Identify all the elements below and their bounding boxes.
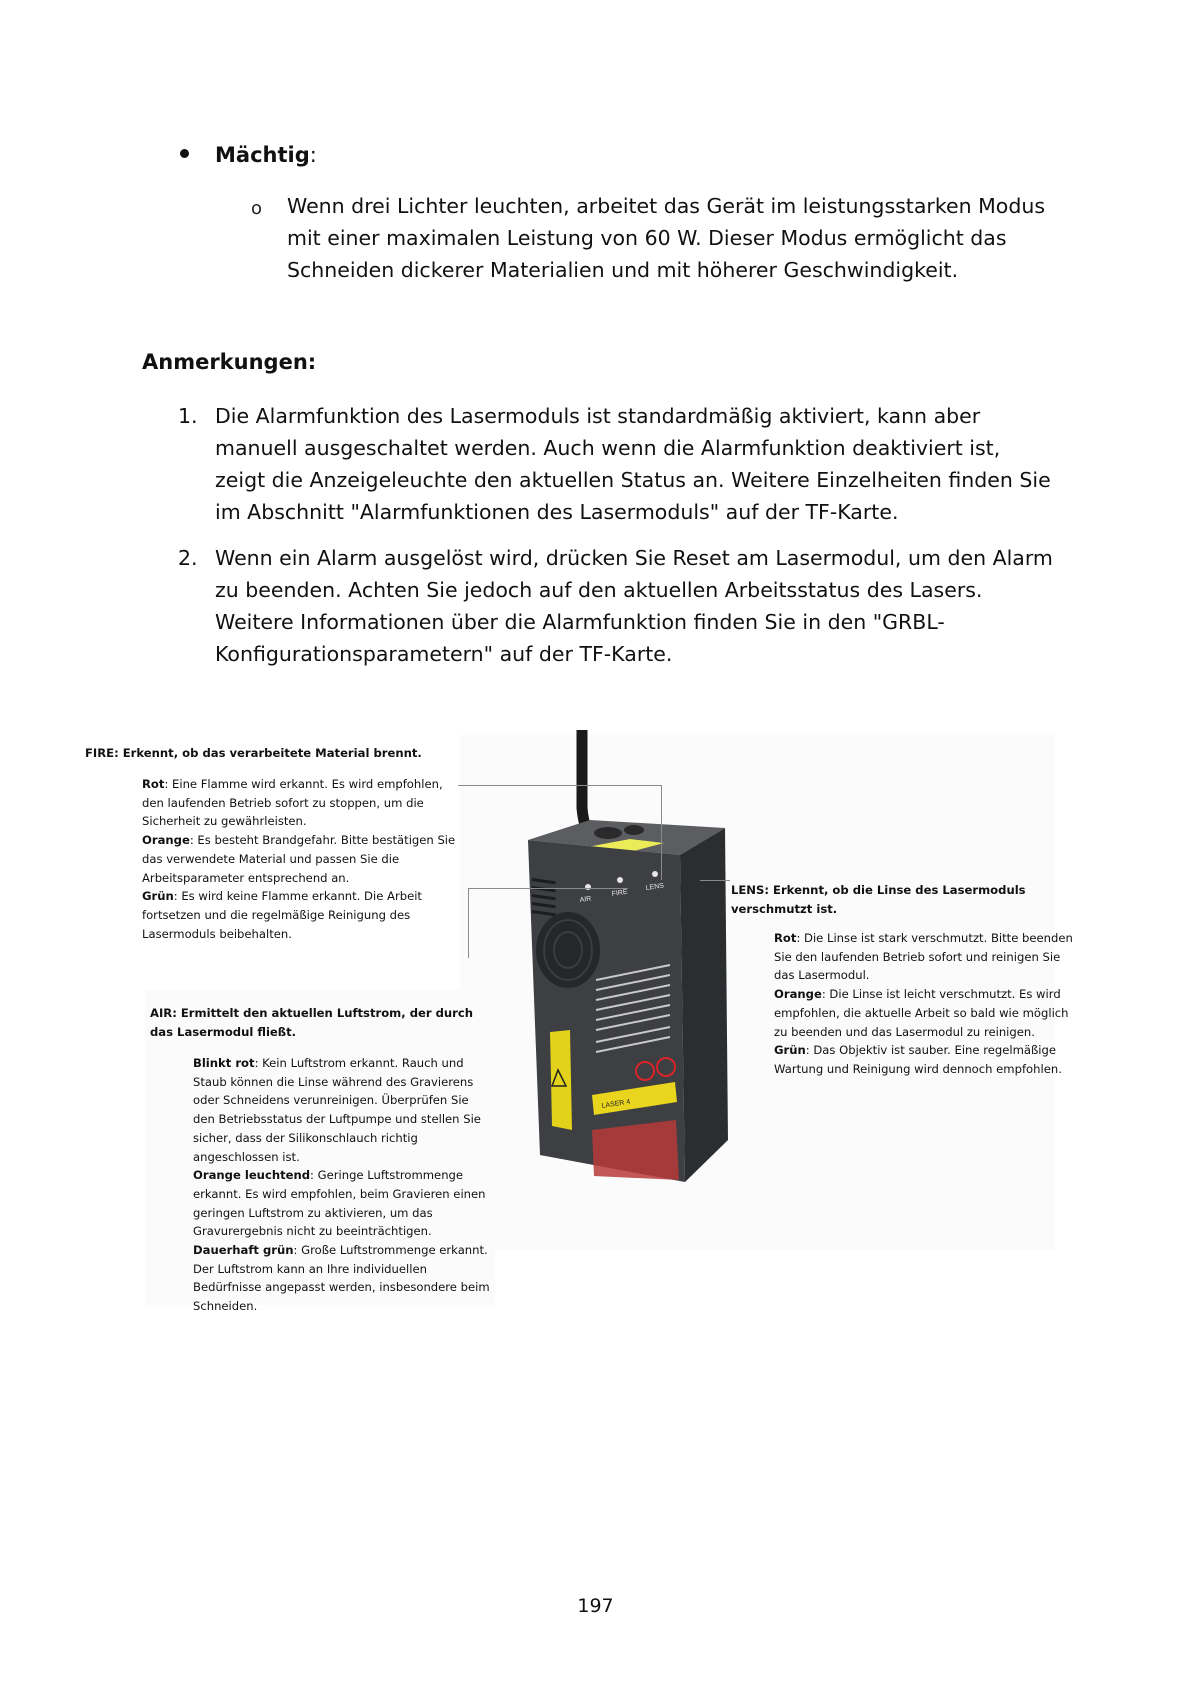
fire-indicator-label: FIRE: [611, 888, 629, 898]
lens-indicator-light: [652, 871, 658, 877]
warning-sticker: [550, 1030, 572, 1130]
air-leader-line: [468, 888, 628, 889]
lens-description: Rot: Die Linse ist stark verschmutzt. Bitte beenden Sie den laufenden Betrieb sofort und reinigen Sie das Lasermodul. Orange: Die Linse ist leicht verschmutzt. Es wird empfohlen, die aktuelle Arbeit so bald wie möglich zu beenden und das Lasermodul zu reinigen. Grün: Das Objektiv ist sauber. Eine regelmäßige Wartung und Reinigung wird dennoch empfohlen.: [774, 931, 1073, 1076]
lens-title: LENS: Erkennt, ob die Linse des Lasermoduls verschmutzt ist.: [731, 883, 1026, 916]
protective-window: [592, 1120, 679, 1180]
fire-indicator-light: [617, 877, 623, 883]
bullet-dot: [180, 149, 189, 158]
module-right-face: [680, 828, 728, 1182]
fire-title: FIRE: Erkennt, ob das verarbeitete Material brennt.: [85, 746, 422, 760]
top-knob: [624, 825, 644, 835]
section-power-description: Wenn drei Lichter leuchten, arbeitet das Gerät im leistungsstarken Modus mit einer maximalen Leistung von 60 W. Dieser Modus ermöglicht das Schneiden dickerer Materialien und mit höherer Geschwindigkeit.: [287, 194, 1046, 282]
air-leader-line: [468, 888, 469, 958]
air-indicator-label: AIR: [579, 895, 592, 904]
air-indicator-light: [585, 884, 591, 890]
note-number: 1.: [178, 404, 198, 428]
laser-class-label: LASER 4: [601, 1098, 631, 1110]
notes-heading: Anmerkungen:: [142, 350, 317, 374]
note-text: Wenn ein Alarm ausgelöst wird, drücken Sie Reset am Lasermodul, um den Alarm zu beenden. Achten Sie jedoch auf den aktuellen Arbeitsstatus des Lasers. Weitere Informationen über die Alarmfunktion finden Sie in den "GRBL-Konfigurationsparametern" auf der TF-Karte.: [215, 546, 1053, 666]
lens-indicator-label: LENS: [645, 882, 665, 892]
sub-bullet-marker: o: [251, 198, 263, 219]
laser-module-illustration: [480, 730, 780, 1200]
fire-description: Rot: Eine Flamme wird erkannt. Es wird empfohlen, den laufenden Betrieb sofort zu stoppen, um die Sicherheit zu gewährleisten. Orange: Es besteht Brandgefahr. Bitte bestätigen Sie das verwendete Material und passen Sie die Arbeitsparameter entsprechend an. Grün: Es wird keine Flamme erkannt. Die Arbeit fortsetzen und die regelmäßige Reinigung des Lasermoduls beibehalten.: [142, 777, 456, 941]
fan-grille: [536, 912, 600, 988]
lens-leader-line: [700, 880, 730, 881]
air-title: AIR: Ermittelt den aktuellen Luftstrom, der durch das Lasermodul fließt.: [150, 1006, 474, 1039]
section-power-title: Mächtig:: [215, 143, 317, 167]
note-number: 2.: [178, 546, 198, 570]
note-text: Die Alarmfunktion des Lasermoduls ist standardmäßig aktiviert, kann aber manuell ausgeschaltet werden. Auch wenn die Alarmfunktion deaktiviert ist, zeigt die Anzeigeleuchte den aktuellen Status an. Weitere Einzelheiten finden Sie im Abschnitt "Alarmfunktionen des Lasermoduls" auf der TF-Karte.: [215, 404, 1051, 524]
page-number: 197: [577, 1595, 614, 1617]
fire-leader-line: [458, 785, 661, 786]
top-knob: [594, 827, 622, 839]
air-description: Blinkt rot: Kein Luftstrom erkannt. Rauch und Staub können die Linse während des Gravierens oder Schneidens verunreinigen. Überprüfen Sie den Betriebsstatus der Luftpumpe und stellen Sie sicher, dass der Silikonschlauch richtig angeschlossen ist. Orange leuchtend: Geringe Luftstrommenge erkannt. Es wird empfohlen, beim Gravieren einen geringen Luftstrom zu aktivieren, um das Gravurergebnis nicht zu beeinträchtigen. Dauerhaft grün: Große Luftstrommenge erkannt. Der Luftstrom kann an Ihre individuellen Bedürfnisse angepasst werden, insbesondere beim Schneiden.: [193, 1056, 490, 1314]
fire-leader-line: [661, 785, 662, 880]
